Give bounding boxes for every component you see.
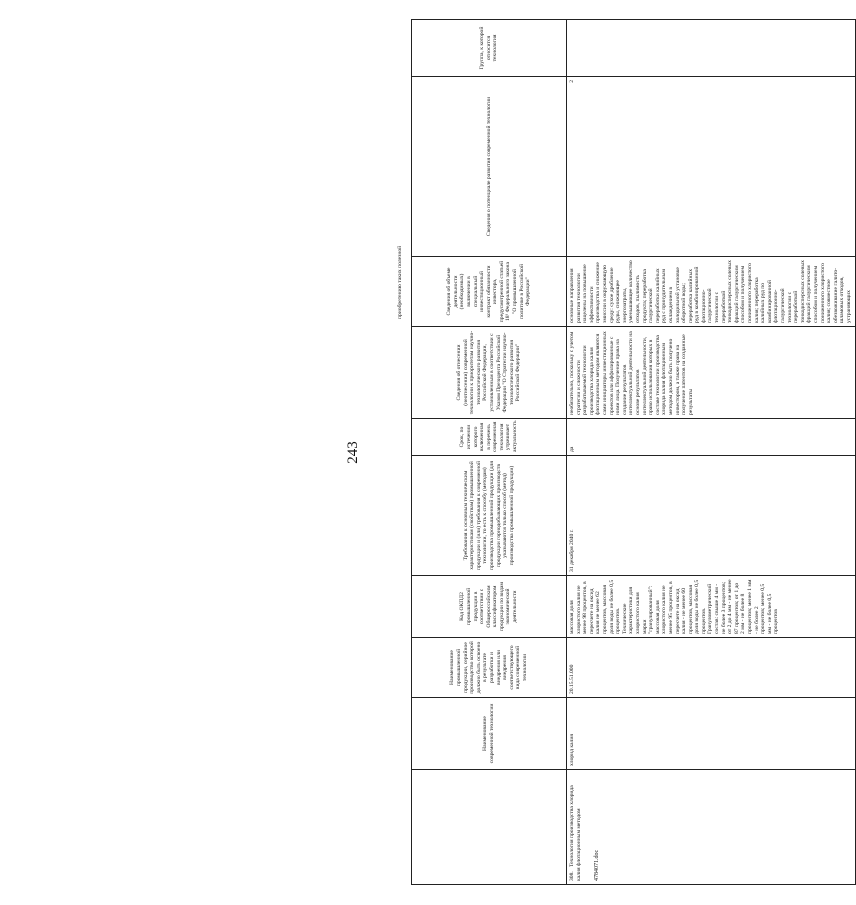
- cell-okpd: 20.15.51.000: [567, 638, 856, 698]
- technology-name: Технология производства хлорида калия флотационным методом: [569, 785, 582, 881]
- header-cell-potential: Сведения о потенциале развития современной технологии: [412, 77, 567, 257]
- table-row: [567, 20, 856, 885]
- page-number: 243: [345, 441, 361, 464]
- footer-filename: 4784071.doc: [594, 849, 600, 881]
- header-cell-okpd: Код ОКПД2 промышленной продукции в соответствии с Общероссийским классификатором продукции по видам экономической деятельности: [412, 576, 567, 638]
- technology-table: [411, 19, 856, 885]
- header-cell-technology: Наименование современной технологии: [412, 698, 567, 770]
- cell-technology-name: [567, 770, 856, 885]
- cell-empty: [567, 20, 856, 77]
- header-cell-term: Срок, по истечении которого включенная в перечень современная технология утрачивает актуальность: [412, 419, 567, 456]
- cell-potential: основные направления развития технологии нацелены на повышение эффективности производства и снижение эмиссии в окружающую среду: сухое дробление руды, снижающее энергозатраты, уменьшающее количество отходов, пылимость продукта; переработка галургической переработки калийных руд с принудительным охлаждением в холодильной установке оборотной воды; переработка калийных руд в комбинированной флотационно-галургической технологии с переработкой тонкодисперсных солевых фракций галургическим способом и получением пониженного хлористого калия; переработка калийных руд по комбинированной флотационно-галургической технологии с переработкой тонкодисперсных солевых фракций галургическим способом и получением пониженного хлористого калия; совместное обезвоживание галито-шламовых отходов, устраняющих: [567, 257, 856, 327]
- rotated-page: [20, 20, 852, 885]
- header-cell-number: [412, 770, 567, 885]
- header-cell-requirements: Требования к основным техническим характеристикам (свойствам) промышленной продукции и (или) требования к современной технологии, то есть к способу (методам) производства промышленной продукции (для продукции горнодобывающих производств указываются только способ (метод) производства промышленной продукции): [412, 456, 567, 576]
- cell-requirements: массовая доля хлористого калия не менее 98 процентов, в пересчете на оксид калия не менее 62 процентов, массовая доля воды не более 0,5 процентов. Технические характеристики для хлористого калия марки "гранулированный": массовая доля хлористого калия не менее 95 процентов, в пересчете на оксид калия - не менее 60 процентов, массовая доля воды не более 0,5 процентов. Гранулометрический состав: свыше 4 мм - не более 3 процентов; от 2 до 4 мм - не менее 87 процентов; от 1 до 2 мм - не более 8 процентов; менее 1 мм - не более 2 процентов; менее 0,5 мм - не более 0,5 процентов: [567, 576, 856, 638]
- carryover-text: приобретению таких полезной: [397, 245, 403, 319]
- cell-obligation: необязательно, поскольку с учетом стратегии и сложности разрабатываемой технологии производства хлорида калия флотационным методом являются сами инициаторы инвестиционных проектов или аффилированные с ними лица. Получение права на создание результатов интеллектуальной деятельности на основе результатов интеллектуальной деятельности, право использования которых в составе технологии производства хлорида калия флотационным методом должно быть получено инвестором, а также права на получение патентов на созданные результаты: [567, 327, 856, 419]
- table-header-row: [412, 20, 567, 885]
- header-cell-priority: Сведения об отнесении (неотнесении) современной технологии к приоритетам научно-технологического развития Российской Федерации, установленным в соответствии с Указом Президента Российской Федерации "О Стратегии научно-технологического развития Российской Федерации": [412, 327, 567, 419]
- row-number: 308.: [569, 871, 575, 881]
- cell-priority: да: [567, 419, 856, 456]
- cell-product: хлорид калия: [567, 698, 856, 770]
- cell-group: 2: [567, 77, 856, 257]
- header-cell-group: Группа, к которой относится технология: [412, 20, 567, 77]
- header-cell-obligation: Сведения об объеме деятельности (необходимых) включении в специальный инвестиционный контракт обязанности инвестора, предусмотренной статьей 18¹ Федерального закона "О промышленной политике в Российской Федерации": [412, 257, 567, 327]
- cell-term: 31 декабря 2040 г.: [567, 456, 856, 576]
- header-cell-product: Наименование промышленной продукции, серийное производство которой должно быть освоено в результате разработки и внедрения или внедрения соответствующего вида современной технологии: [412, 638, 567, 698]
